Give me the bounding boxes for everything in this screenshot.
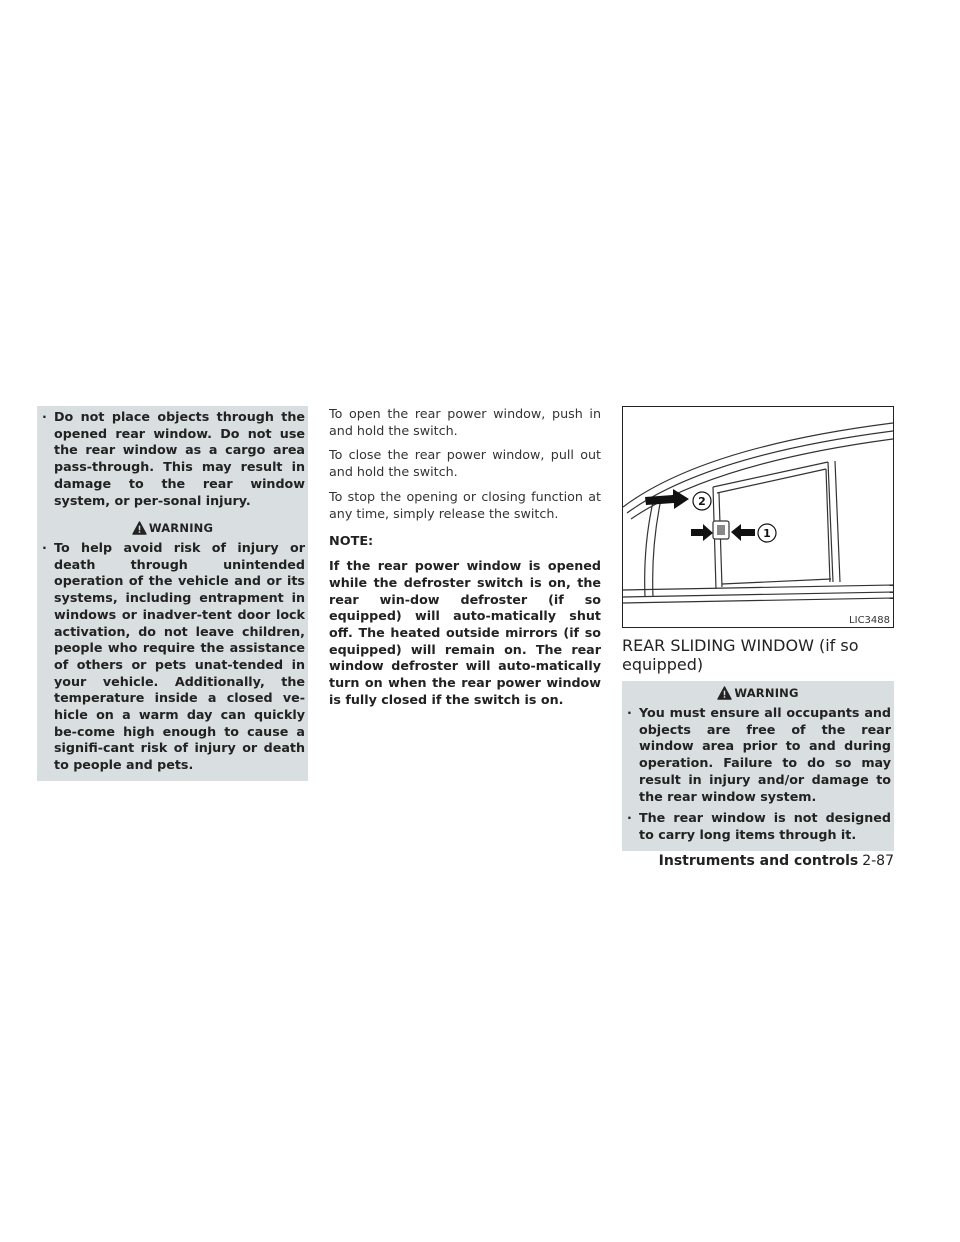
rear-window-illustration — [623, 407, 893, 627]
section-title: REAR SLIDING WINDOW (if so equipped) — [622, 636, 859, 674]
caution-box — [37, 406, 308, 516]
caution-bullet-1: · Do not place objects through the opened rear window. Do not use the rear window as a cargo area pass-through. This may result in damage to the rear window system, or per-sonal injury. — [40, 409, 305, 509]
page-footer — [659, 853, 894, 869]
note-title: NOTE: — [329, 534, 374, 550]
warning-header — [40, 516, 305, 540]
warning-bullets-right — [625, 705, 891, 844]
callout-1: 1 — [763, 527, 771, 540]
caution-bullets — [40, 409, 305, 509]
warning-label-right: WARNING — [734, 686, 799, 700]
window-switch — [713, 521, 729, 539]
warning-triangle-icon — [717, 686, 732, 700]
callout-2: 2 — [698, 495, 706, 508]
warning-header-right — [625, 681, 891, 705]
note-body: If the rear power window is opened while the defroster switch is on, the rear win-dow defroster (if so equipped) will auto-matically shut off. The heated outside mirrors (if so equipped) will remain on. The rear window defroster will auto-matically turn on when the rear power window is fully closed if the switch is on. — [329, 558, 601, 707]
chapter-title: Instruments and controls — [658, 853, 859, 869]
middle-column — [329, 406, 601, 709]
warning-bullet-right-2: · The rear window is not designed to carry long items through it. — [625, 810, 891, 843]
arrow-1-left — [691, 524, 713, 541]
warning-label: WARNING — [148, 521, 214, 535]
page-number: 2-87 — [862, 853, 894, 869]
warning-triangle-icon — [132, 521, 147, 535]
rear-window-figure — [622, 406, 894, 628]
warning-bullets-left — [40, 540, 305, 774]
paragraph-close: To close the rear power window, pull out and hold the switch. — [329, 447, 601, 480]
figure-code: LIC3488 — [849, 615, 890, 626]
warning-box-right — [622, 681, 894, 851]
warning-bullet-left-1: · To help avoid risk of injury or death through unintended operation of the vehicle and or its systems, including entrapment in windows or inadver-tent door lock activation, do not leave children, people who require the assistance of others or pets unat-tended in your vehicle. Additionally, the temperature inside a closed ve-hicle on a warm day can quickly be-come high enough to cause a signifi-cant risk of injury or death to people and pets. — [40, 540, 305, 774]
warning-bullet-right-1: · You must ensure all occupants and objects are free of the rear window area prior to and during operation. Failure to do so may result in injury and/or damage to the rear window system. — [625, 705, 891, 805]
arrow-1-right — [731, 524, 755, 541]
warning-box-left — [37, 516, 308, 781]
paragraph-stop: To stop the opening or closing function at any time, simply release the switch. — [329, 488, 601, 521]
paragraph-open: To open the rear power window, push in and hold the switch. — [329, 406, 601, 438]
